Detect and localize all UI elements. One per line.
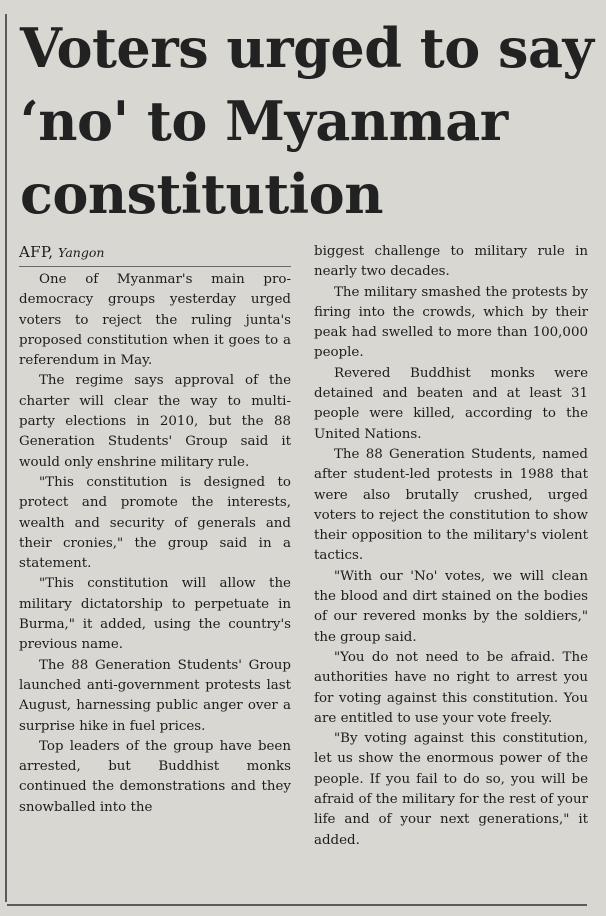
- byline-agency: AFP,: [19, 243, 54, 261]
- paragraph: The 88 Generation Students' Group launched anti-government protests last August, harnessing public anger over a surprise hike in fuel prices.: [19, 657, 291, 734]
- paragraph: "You do not need to be afraid. The authorities have no right to arrest you for voting against this constitution. You are entitled to use your vote freely.: [314, 649, 588, 726]
- headline: Voters urged to say ‘no' to Myanmar constitution: [20, 16, 594, 226]
- byline-dateline: Yangon: [58, 245, 105, 260]
- paragraph: The military smashed the protests by firing into the crowds, which by their peak had swelled to more than 100,000 people.: [314, 284, 588, 361]
- paragraph: One of Myanmar's main pro-democracy groups yesterday urged voters to reject the ruling junta's proposed constitution when it goes to a referendum in May.: [19, 272, 291, 369]
- paragraph: "This constitution is designed to protect and promote the interests, wealth and security of generals and their cronies," the group said in a statement.: [19, 474, 291, 572]
- paragraph: "By voting against this constitution, let us show the enormous power of the people. If you fail to do so, you will be afraid of the military for the rest of your life and of your next generations," it added.: [314, 731, 588, 848]
- article-column-1: [19, 270, 291, 818]
- paragraph: The regime says approval of the charter will clear the way to multi-party elections in 2010, but the 88 Generation Students' Group said it would only enshrine military rule.: [19, 373, 291, 470]
- column-rule-left: [5, 14, 7, 902]
- article-column-2: [314, 242, 588, 851]
- paragraph: The 88 Generation Students, named after student-led protests in 1988 that were also brutally crushed, urged voters to reject the constitution to show their opposition to the military's violent tactics.: [314, 446, 588, 564]
- paragraph: "This constitution will allow the military dictatorship to perpetuate in Burma," it added, using the country's previous name.: [19, 576, 291, 653]
- paragraph: "With our 'No' votes, we will clean the blood and dirt stained on the bodies of our revered monks by the soldiers," the group said.: [314, 568, 588, 645]
- paragraph: Top leaders of the group have been arrested, but Buddhist monks continued the demonstrations and they snowballed into the: [19, 738, 291, 815]
- column-rule-bottom: [7, 904, 587, 906]
- byline: [19, 240, 291, 267]
- paragraph-continued: biggest challenge to military rule in nearly two decades.: [314, 244, 588, 280]
- paragraph: Revered Buddhist monks were detained and beaten and at least 31 people were killed, according to the United Nations.: [314, 365, 588, 442]
